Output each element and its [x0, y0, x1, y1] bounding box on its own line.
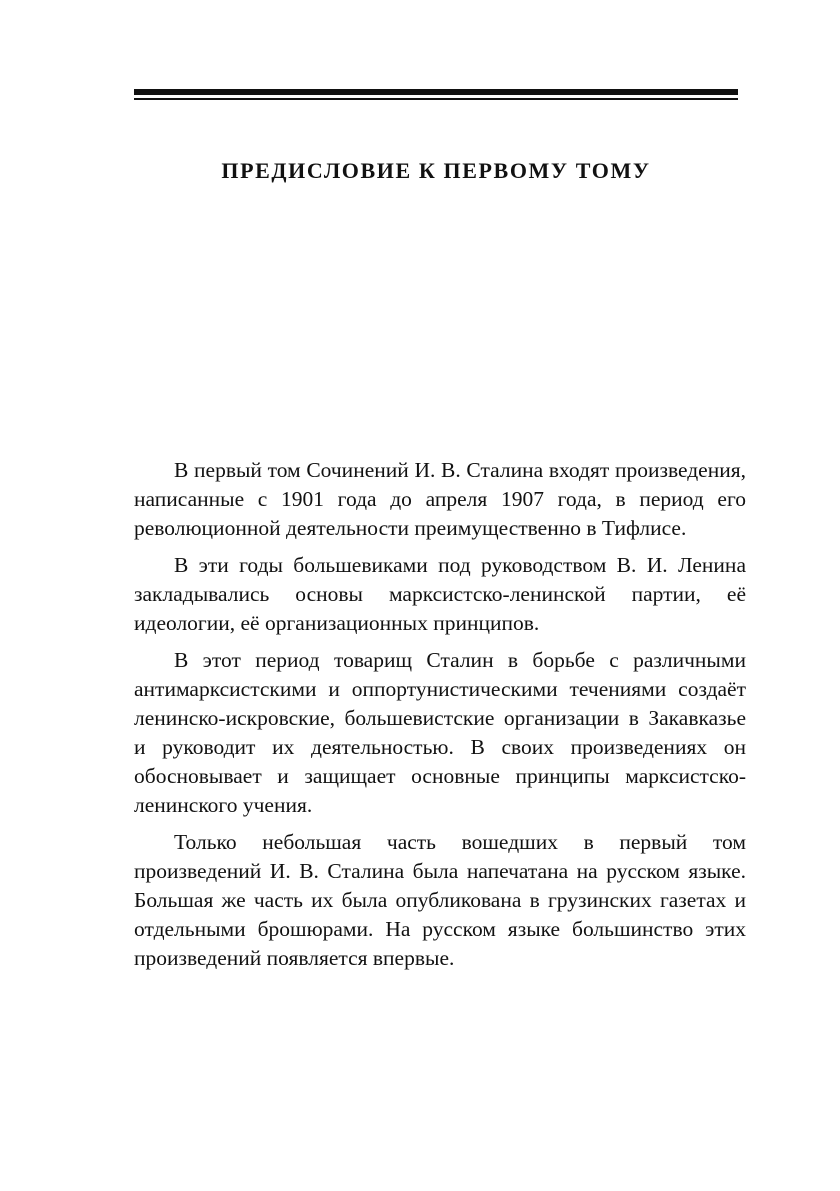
- paragraph-1: В первый том Сочинений И. В. Сталина входят произведения, написанные с 1901 года до апреля 1907 года, в период его революционной деятельности преимущественно в Тифлисе.: [134, 458, 746, 540]
- paragraph-4: Только небольшая часть вошедших в первый том произведений И. В. Сталина была напечатана на русском языке. Большая же часть их была опубликована в грузинских газетах и отдельными брошюрами. На русском языке большинство этих произведений появляется впервые.: [134, 830, 746, 970]
- header-double-rule: [134, 89, 738, 100]
- paragraph-2: В эти годы большевиками под руководством В. И. Ленина закладывались основы марксистско-ленинской партии, её идеологии, её организационных принципов.: [134, 553, 746, 635]
- header-rule-thin: [134, 98, 738, 100]
- page-title: ПРЕДИСЛОВИЕ К ПЕРВОМУ ТОМУ: [221, 158, 651, 183]
- paragraph-3: В этот период товарищ Сталин в борьбе с различными антимарксистскими и оппортунистическими течениями создаёт ленинско-искровские, большевистские организации в Закавказье и руководит их деятельностью. В своих произведениях он обосновывает и защищает основные принципы марксистско-ленинского учения.: [134, 648, 746, 817]
- preface-body: [134, 456, 746, 981]
